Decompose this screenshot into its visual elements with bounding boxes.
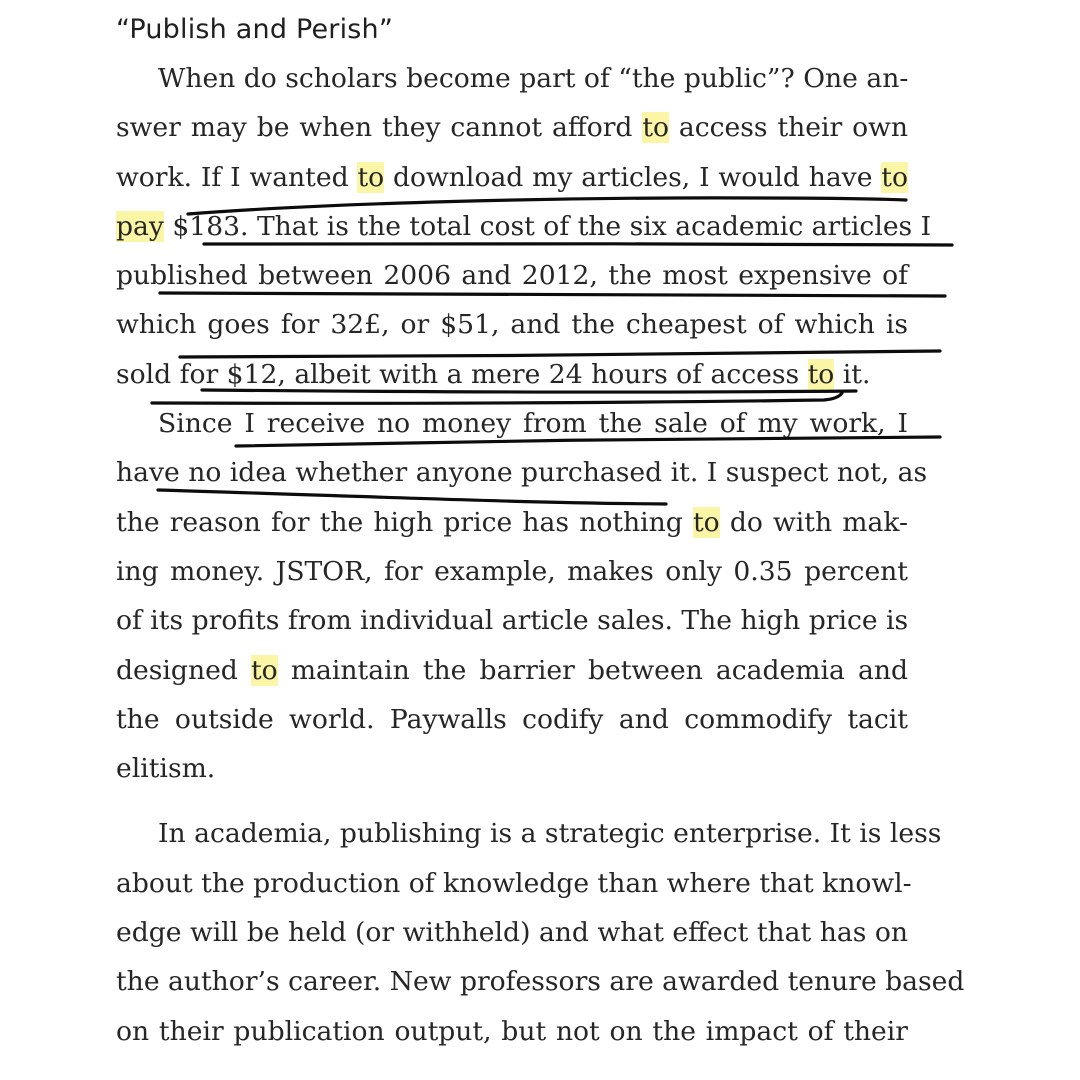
text-line: about the production of knowledge than where that knowl-: [116, 867, 912, 899]
highlight-mark: to: [881, 161, 908, 193]
highlight-mark: to: [692, 506, 720, 538]
text-segment: it.: [834, 358, 871, 390]
text-segment: work. If I wanted: [116, 161, 358, 193]
text-line: ing money. JSTOR, for example, makes only 0.35 percent: [116, 555, 908, 587]
paragraph-3: [116, 809, 965, 1055]
text-segment: $183. That is the total cost of the six academic articles I: [163, 210, 932, 242]
text-line: [116, 646, 908, 695]
text-segment: download my articles, I would have: [384, 161, 882, 193]
text-line: [116, 350, 908, 399]
paragraph-2: [116, 399, 928, 793]
text-line: elitism.: [116, 753, 216, 785]
text-line: [116, 103, 908, 152]
text-segment: swer may be when they cannot afford: [116, 112, 643, 144]
highlight-mark: pay: [116, 210, 164, 242]
text-line: [116, 153, 908, 202]
text-line: which goes for 32£, or $51, and the cheapest of which is: [116, 309, 908, 341]
text-segment: do with mak-: [719, 506, 908, 538]
highlight-mark: to: [642, 112, 670, 144]
text-line: edge will be held (or withheld) and what effect that has on: [116, 917, 908, 949]
body-text: [116, 54, 965, 1056]
highlight-mark: to: [357, 161, 385, 193]
text-line: have no idea whether anyone purchased it. I suspect not, as: [116, 457, 928, 489]
text-segment: access their own: [669, 112, 908, 144]
text-line: [116, 498, 908, 547]
text-line: on their publication output, but not on the impact of their: [116, 1015, 908, 1047]
text-segment: maintain the barrier between academia and: [277, 654, 909, 686]
section-heading: “Publish and Perish”: [116, 14, 394, 45]
paragraph-1: [116, 54, 932, 399]
text-segment: sold for $12, albeit with a mere 24 hours of access: [116, 358, 808, 390]
text-line: the outside world. Paywalls codify and commodify tacit: [116, 703, 908, 735]
text-line: Since I receive no money from the sale of my work, I: [158, 408, 908, 440]
highlight-mark: to: [807, 358, 835, 390]
text-segment: designed: [116, 654, 251, 686]
text-line: When do scholars become part of “the public”? One an-: [158, 63, 909, 94]
text-line: published between 2006 and 2012, the most expensive of: [116, 260, 908, 292]
text-line: In academia, publishing is a strategic enterprise. It is less: [158, 818, 942, 850]
text-line: [116, 202, 932, 251]
text-line: of its profits from individual article sales. The high price is: [116, 605, 909, 637]
highlight-mark: to: [250, 654, 278, 686]
text-line: the author’s career. New professors are awarded tenure based: [116, 966, 965, 998]
text-segment: the reason for the high price has nothing: [116, 506, 693, 538]
